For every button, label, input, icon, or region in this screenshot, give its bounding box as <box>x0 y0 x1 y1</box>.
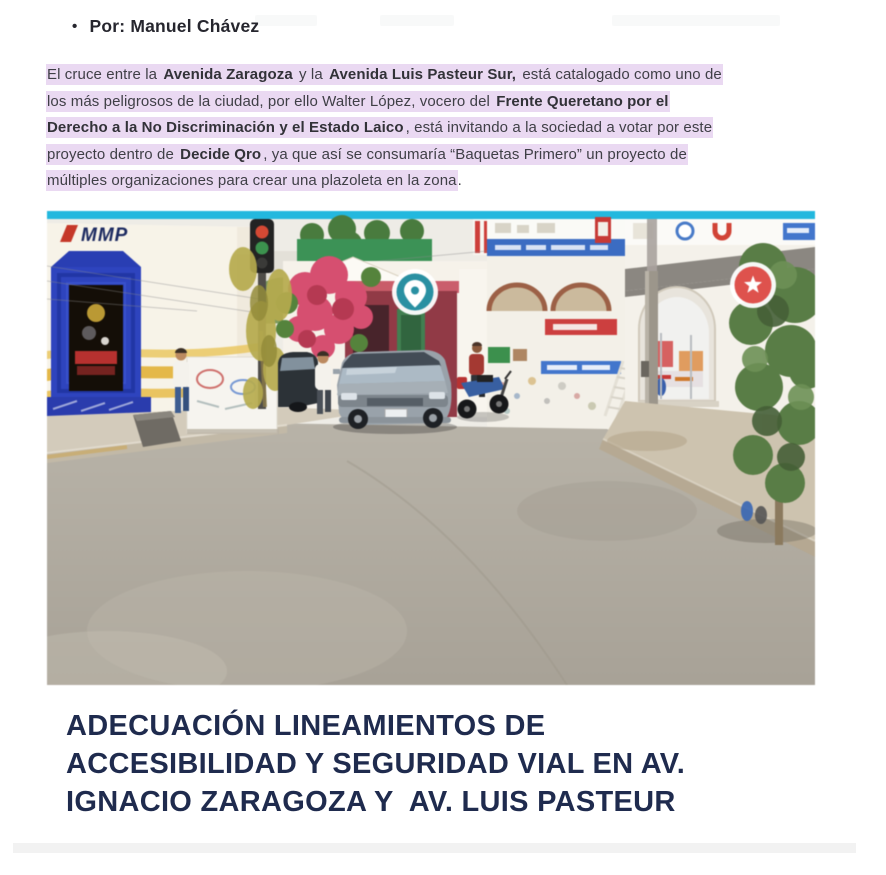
street-intersection-photo <box>47 211 815 685</box>
cropped-content-remnant <box>612 15 780 26</box>
paragraph-line: los más peligrosos de la ciudad, por ello Walter López, vocero del Frente Queretano por el <box>47 92 669 110</box>
bullet-icon: • <box>72 18 78 35</box>
right-center-building <box>487 217 635 447</box>
article-image <box>47 211 815 685</box>
section-divider <box>13 843 856 853</box>
paragraph-line: múltiples organizaciones para crear una plazoleta en la zona. <box>47 172 462 190</box>
heading-line: ADECUACIÓN LINEAMIENTOS DE <box>66 710 546 742</box>
star-marker <box>730 262 776 308</box>
paragraph-line: El cruce entre la Avenida Zaragoza y la Avenida Luis Pasteur Sur, está catalogado como uno de <box>47 66 722 83</box>
paragraph-line: proyecto dentro de Decide Qro , ya que así se consumaría “Baquetas Primero” un proyecto de <box>47 145 687 163</box>
article-heading <box>66 707 826 821</box>
location-pin-marker <box>392 269 438 315</box>
heading-line: IGNACIO ZARAGOZA Y AV. LUIS PASTEUR <box>66 786 676 818</box>
byline-text: Por: Manuel Chávez <box>89 16 260 36</box>
silver-suv <box>333 350 457 434</box>
photo-top-bar <box>47 211 815 219</box>
article-paragraph <box>46 62 848 195</box>
byline <box>72 16 259 37</box>
cropped-content-remnant <box>380 15 454 26</box>
heading-line: ACCESIBILIDAD Y SEGURIDAD VIAL EN AV. <box>66 748 686 780</box>
dark-sedan <box>278 352 318 412</box>
paragraph-line: Derecho a la No Discriminación y el Estado Laico , está invitando a la sociedad a votar por este <box>47 119 713 137</box>
mmp-logo-text: MMP <box>81 225 129 246</box>
cropped-content-remnant <box>255 15 317 26</box>
blue-window <box>47 251 155 422</box>
